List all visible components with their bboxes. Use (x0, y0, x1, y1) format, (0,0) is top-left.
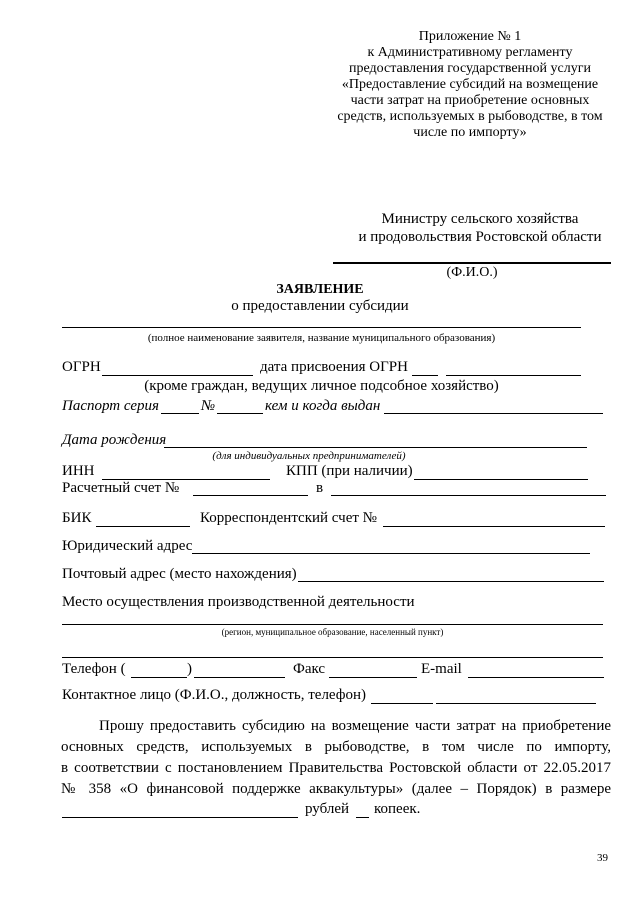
postal-address-field[interactable] (298, 581, 604, 582)
fio-line (333, 262, 611, 264)
bik-label: БИК (62, 510, 92, 526)
corr-account-label: Корреспондентский счет № (200, 510, 377, 526)
ogrn-date-field-b[interactable] (446, 375, 581, 376)
email-field[interactable] (468, 677, 604, 678)
bank-field[interactable] (331, 495, 606, 496)
bik-field[interactable] (96, 526, 190, 527)
fax-label: Факс (293, 661, 326, 677)
birth-date-label: Дата рождения (62, 432, 167, 448)
contact-field-b[interactable] (436, 703, 596, 704)
request-line-3: в соответствии с постановлением Правительства Ростовской области от 22.05.2017 (61, 760, 611, 776)
fio-caption: (Ф.И.О.) (446, 265, 498, 280)
request-line-1: Прошу предоставить субсидию на возмещение части затрат на приобретение (99, 718, 611, 734)
ogrn-field[interactable] (102, 375, 253, 376)
passport-issued-label: кем и когда выдан (265, 398, 381, 414)
legal-address-label: Юридический адрес (62, 538, 193, 554)
appendix-line-2: к Административному регламенту (367, 45, 573, 60)
page-number: 39 (597, 852, 608, 864)
passport-series-field[interactable] (161, 413, 199, 414)
addressee-line-2: и продовольствия Ростовской области (358, 229, 602, 245)
phone-code-field[interactable] (131, 677, 187, 678)
corr-account-field[interactable] (383, 526, 605, 527)
postal-address-label: Почтовый адрес (место нахождения) (62, 566, 297, 582)
birth-date-field[interactable] (164, 447, 587, 448)
account-label: Расчетный счет № (62, 480, 180, 496)
legal-address-field[interactable] (192, 553, 590, 554)
fax-field[interactable] (329, 677, 417, 678)
phone-label: Телефон ( (62, 661, 126, 677)
request-paragraph (61, 716, 611, 800)
passport-number-field[interactable] (217, 413, 263, 414)
activity-place-field-2[interactable] (62, 657, 603, 658)
rub-label: рублей (305, 801, 350, 817)
amount-kop-field[interactable] (356, 817, 369, 818)
activity-place-field[interactable] (62, 624, 603, 625)
account-field[interactable] (193, 495, 308, 496)
document-subtitle: о предоставлении субсидии (231, 298, 409, 314)
appendix-line-7: числе по импорту» (413, 125, 527, 140)
phone-close-paren: ) (187, 661, 192, 677)
kpp-field[interactable] (414, 479, 588, 480)
contact-label: Контактное лицо (Ф.И.О., должность, телефон) (62, 687, 367, 703)
inn-label: ИНН (62, 463, 95, 479)
addressee-line-1: Министру сельского хозяйства (381, 211, 579, 227)
request-line-4: № 358 «О финансовой поддержке аквакультуры» (далее – Порядок) в размере (61, 781, 611, 797)
appendix-line-1: Приложение № 1 (418, 29, 522, 44)
passport-series-label: Паспорт серия (62, 398, 159, 414)
appendix-line-6: средств, используемых в рыбоводстве, в том (337, 109, 603, 124)
request-line-2: основных средств, используемых в рыбоводстве, в том числе по импорту, (61, 739, 611, 755)
kop-label: копеек. (374, 801, 421, 817)
ogrn-note: (кроме граждан, ведущих личное подсобное хозяйство) (144, 378, 499, 394)
ogrn-date-label: дата присвоения ОГРН (260, 359, 408, 375)
appendix-line-5: части затрат на приобретение основных (350, 93, 590, 108)
applicant-name-line (62, 327, 581, 328)
appendix-line-3: предоставления государственной услуги (349, 61, 591, 76)
ogrn-label: ОГРН (62, 359, 101, 375)
contact-field-a[interactable] (371, 703, 433, 704)
amount-rub-field[interactable] (62, 817, 298, 818)
document-title: ЗАЯВЛЕНИЕ (276, 282, 364, 297)
passport-number-label: № (201, 398, 216, 414)
ogrn-date-field-a[interactable] (412, 375, 438, 376)
applicant-caption: (полное наименование заявителя, название муниципального образования) (147, 332, 496, 344)
kpp-label: КПП (при наличии) (286, 463, 413, 479)
account-in-label: в (316, 480, 324, 496)
phone-field[interactable] (194, 677, 285, 678)
activity-caption: (регион, муниципальное образование, населенный пункт) (221, 627, 444, 637)
ie-note: (для индивидуальных предпринимателей) (212, 450, 406, 462)
email-label: E-mail (421, 661, 462, 677)
passport-issued-field[interactable] (384, 413, 603, 414)
appendix-line-4: «Предоставление субсидий на возмещение (341, 77, 599, 92)
activity-place-label: Место осуществления производственной деятельности (62, 594, 415, 610)
